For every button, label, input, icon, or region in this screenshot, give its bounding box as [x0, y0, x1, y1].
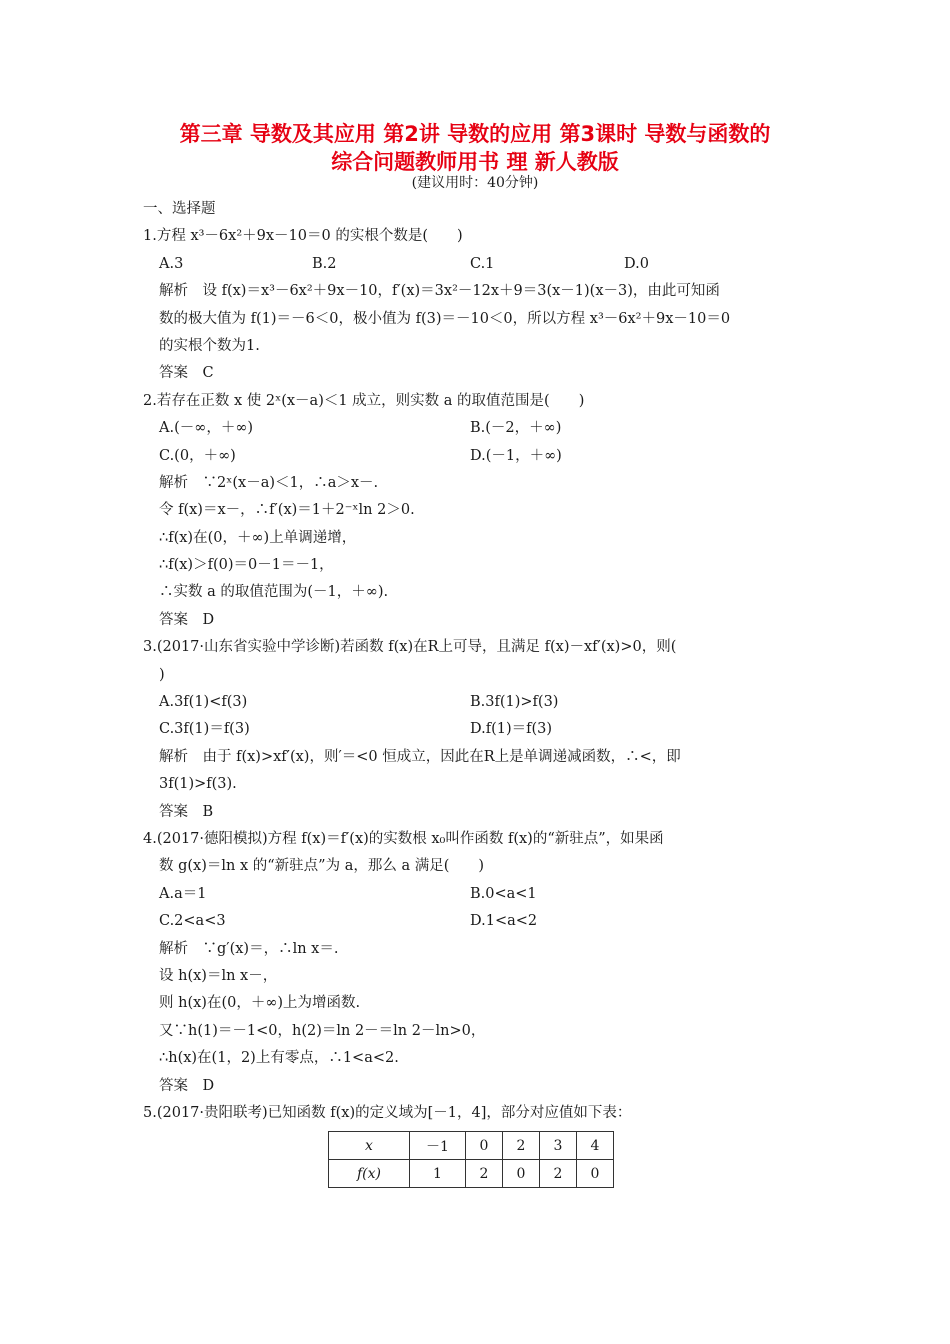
table-cell: 0 — [577, 1160, 614, 1188]
q1-stem: 1.方程 x³－6x²＋9x－10＝0 的实根个数是( ) — [143, 228, 463, 245]
q4-solution-line: ∴h(x)在(1，2)上有零点，∴1<a<2. — [159, 1050, 399, 1067]
section-heading: 一、选择题 — [143, 201, 216, 217]
q3-stem-cont: ) — [159, 666, 165, 683]
q1-option-a: A.3 — [159, 255, 184, 272]
q4-option-d: D.1<a<2 — [470, 913, 538, 930]
q4-stem-cont: 数 g(x)＝ln x 的“新驻点”为 a，那么 a 满足( ) — [159, 858, 485, 875]
table-cell: 2 — [466, 1160, 503, 1188]
q2-stem: 2.若存在正数 x 使 2ˣ(x－a)＜1 成立，则实数 a 的取值范围是( ) — [143, 392, 585, 409]
q2-option-c: C.(0，＋∞) — [159, 447, 236, 464]
q2-solution-line: 解析 ∵2ˣ(x－a)＜1，∴a＞x－. — [159, 474, 379, 491]
q4-answer: 答案 D — [159, 1077, 215, 1094]
q3-option-d: D.f(1)＝f(3) — [470, 721, 553, 738]
q1-option-b: B.2 — [312, 255, 337, 272]
table-cell: f(x) — [329, 1160, 410, 1188]
table-cell: 4 — [577, 1132, 614, 1160]
q3-options-row2 — [143, 716, 823, 743]
q2-answer: 答案 D — [159, 611, 215, 628]
q2-option-d: D.(－1，＋∞) — [470, 447, 562, 464]
table-row — [329, 1132, 614, 1160]
q4-solution-line: 又∵h(1)＝－1<0，h(2)＝ln 2－＝ln 2－ln>0， — [159, 1022, 486, 1039]
q3-solution-line: 3f(1)>f(3). — [159, 776, 237, 793]
q2-options-row2 — [143, 443, 823, 470]
q3-option-a: A.3f(1)<f(3) — [159, 694, 248, 711]
q2-option-a: A.(－∞，＋∞) — [159, 420, 254, 437]
table-cell: 3 — [540, 1132, 577, 1160]
q2-solution-line: ∴实数 a 的取值范围为(－1，＋∞). — [159, 584, 389, 601]
table-row — [329, 1160, 614, 1188]
title-line-2: 综合问题教师用书 理 新人教版 — [331, 150, 619, 174]
q4-option-c: C.2<a<3 — [159, 913, 226, 930]
q1-options — [143, 251, 823, 278]
q4-solution-line: 设 h(x)＝ln x－， — [159, 967, 278, 984]
document-body — [143, 196, 823, 1188]
table-cell: 0 — [466, 1132, 503, 1160]
q1-solution-line: 的实根个数为1. — [159, 337, 260, 354]
table-cell: 1 — [410, 1160, 466, 1188]
q3-answer: 答案 B — [159, 803, 214, 820]
q3-option-c: C.3f(1)＝f(3) — [159, 721, 250, 738]
q4-solution-line: 解析 ∵g′(x)＝，∴ln x＝. — [159, 940, 339, 957]
q1-solution-line: 数的极大值为 f(1)＝－6＜0，极小值为 f(3)＝－10＜0，所以方程 x³－6x²＋9x－10＝0 — [159, 310, 731, 327]
q2-solution-line: 令 f(x)＝x－，∴f′(x)＝1＋2⁻ˣln 2＞0. — [159, 502, 415, 519]
table-cell: 2 — [540, 1160, 577, 1188]
q3-solution-line: 解析 由于 f(x)>xf′(x)，则′＝<0 恒成立，因此在R上是单调递减函数，∴<，即 — [159, 748, 681, 765]
q1-answer: 答案 C — [159, 365, 214, 382]
q3-stem: 3.(2017·山东省实验中学诊断)若函数 f(x)在R上可导，且满足 f(x)－xf′(x)>0，则( — [143, 639, 677, 656]
table-cell: 0 — [503, 1160, 540, 1188]
q5-table-wrap — [143, 1131, 823, 1188]
q2-solution-line: ∴f(x)在(0，＋∞)上单调递增， — [159, 529, 357, 546]
q3-option-b: B.3f(1)>f(3) — [470, 694, 559, 711]
table-cell: x — [329, 1132, 410, 1160]
page-title — [100, 120, 850, 176]
table-cell: 2 — [503, 1132, 540, 1160]
q4-option-a: A.a＝1 — [159, 885, 207, 902]
q4-options-row2 — [143, 908, 823, 935]
q2-options-row1 — [143, 415, 823, 442]
q4-stem: 4.(2017·德阳模拟)方程 f(x)＝f′(x)的实数根 x₀叫作函数 f(x)的“新驻点”，如果函 — [143, 830, 664, 847]
q2-solution-line: ∴f(x)＞f(0)＝0－1＝－1， — [159, 557, 334, 574]
q4-options-row1 — [143, 881, 823, 908]
title-line-1: 第三章 导数及其应用 第2讲 导数的应用 第3课时 导数与函数的 — [179, 122, 771, 146]
table-cell: －1 — [410, 1132, 466, 1160]
q1-option-c: C.1 — [470, 255, 495, 272]
q4-option-b: B.0<a<1 — [470, 885, 537, 902]
q1-solution-line: 解析 设 f(x)＝x³－6x²＋9x－10，f′(x)＝3x²－12x＋9＝3(x－1)(x－3)，由此可知函 — [159, 283, 720, 300]
suggested-time: (建议用时：40分钟) — [411, 175, 539, 191]
q2-option-b: B.(－2，＋∞) — [470, 420, 562, 437]
q3-options-row1 — [143, 689, 823, 716]
q1-option-d: D.0 — [624, 255, 649, 272]
q4-solution-line: 则 h(x)在(0，＋∞)上为增函数. — [159, 995, 361, 1012]
value-table — [328, 1131, 614, 1188]
q5-stem: 5.(2017·贵阳联考)已知函数 f(x)的定义域为[－1，4]，部分对应值如下表： — [143, 1104, 632, 1121]
